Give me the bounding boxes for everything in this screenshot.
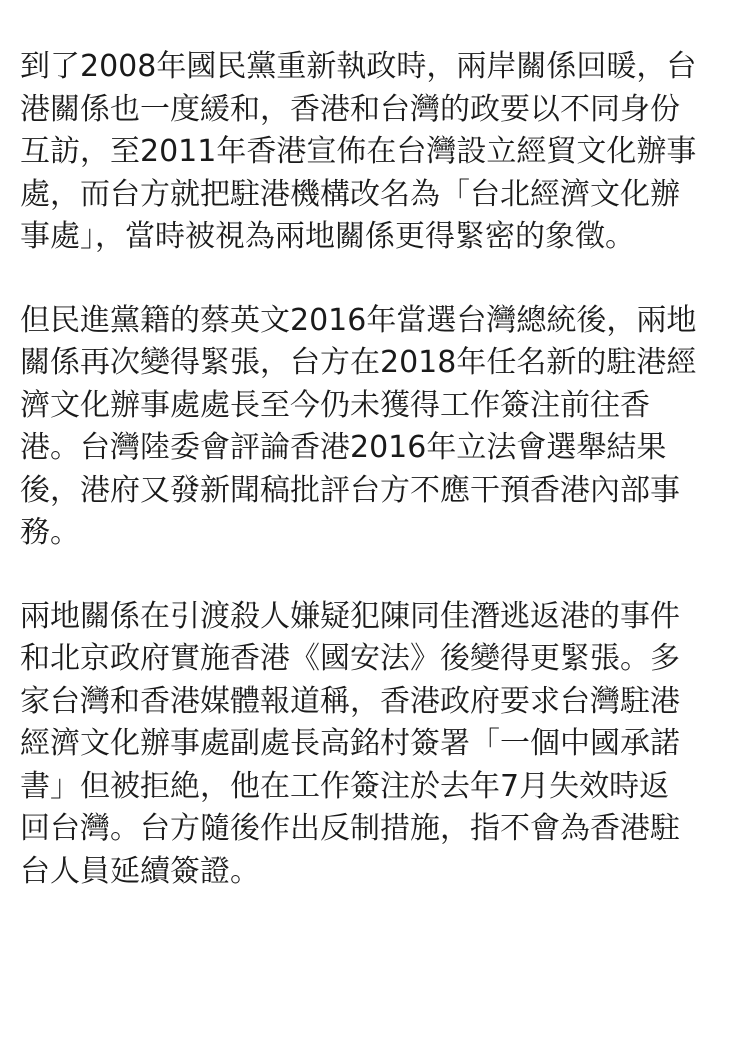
text-line: 家台灣和香港媒體報道稱，香港政府要求台灣駐港 — [20, 683, 680, 719]
text-line: 回台灣。台方隨後作出反制措施，指不會為香港駐 — [20, 811, 680, 846]
text-line: 書」但被拒絶，他在工作簽注於去年7月失效時返 — [20, 768, 670, 804]
text-line: 關係再次變得緊張，台方在2018年任名新的駐港經 — [20, 345, 697, 380]
paragraph-3 — [20, 596, 732, 894]
text-line: 港。台灣陸委會評論香港2016年立法會選舉結果 — [20, 430, 667, 465]
text-line: 處，而台方就把駐港機構改名為「台北經濟文化辦 — [20, 176, 680, 212]
text-line: 和北京政府實施香港《國安法》後變得更緊張。多 — [20, 641, 680, 676]
text-line: 台人員延續簽證。 — [20, 853, 260, 889]
text-line: 濟文化辦事處處長至今仍未獲得工作簽注前往香 — [20, 387, 650, 423]
text-line: 到了2008年國民黨重新執政時，兩岸關係回暖，台 — [20, 49, 697, 84]
text-line: 後，港府又發新聞稿批評台方不應干預香港內部事 — [20, 472, 680, 508]
text-line: 互訪，至2011年香港宣佈在台灣設立經貿文化辦事 — [20, 134, 697, 169]
text-line: 兩地關係在引渡殺人嫌疑犯陳同佳潛逃返港的事件 — [20, 598, 680, 634]
text-line: 事處」，當時被視為兩地關係更得緊密的象徵。 — [20, 219, 635, 254]
text-line: 經濟文化辦事處副處長高銘村簽署「一個中國承諾 — [20, 726, 680, 761]
text-line: 務。 — [20, 515, 80, 550]
paragraph-1 — [20, 46, 732, 259]
text-line: 但民進黨籍的蔡英文2016年當選台灣總統後，兩地 — [20, 302, 697, 338]
text-line: 港關係也一度緩和，香港和台灣的政要以不同身份 — [20, 91, 680, 127]
paragraph-2 — [20, 300, 732, 555]
